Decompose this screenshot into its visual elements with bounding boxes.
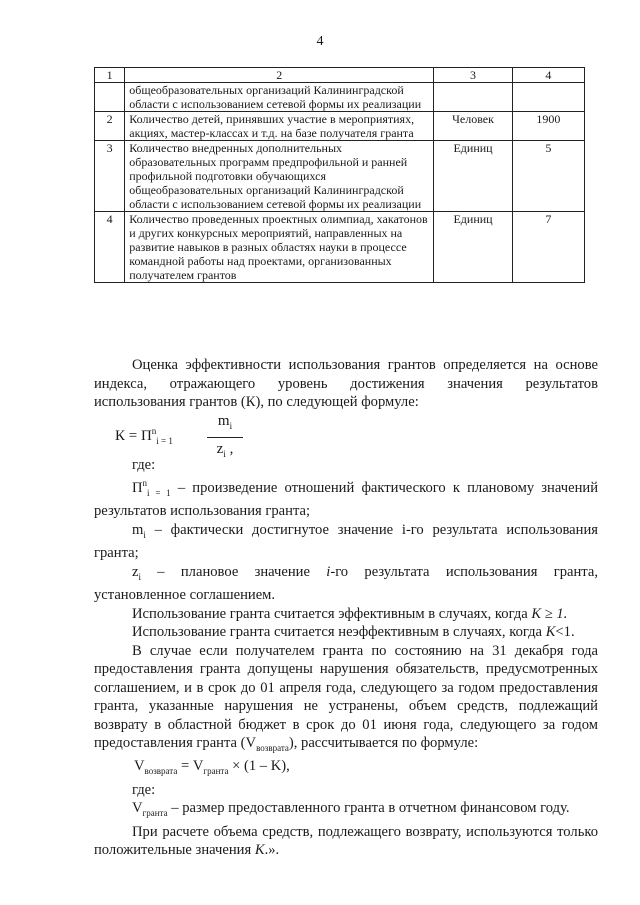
page-number: 4	[316, 34, 324, 49]
refund-paragraph: В случае если получателем гранта по состоянию на 31 декабря года предоставления гранта допущены нарушения обязательств, предусмотренных соглашением, и в срок до 01 апреля года, следующего за годом предоставления гранта, указанные нарушения не устранены, объем средств, подлежащий возврату в областной бюджет в срок до 01 июня года, следующего за годом предоставления гранта $(V_{возврата})$, рассчитывается по формуле:	[94, 642, 598, 753]
definition-z: $z_i$ – плановое значение i-го результата использования гранта, установленное соглашением.	[94, 563, 598, 604]
document-body	[94, 356, 598, 860]
k-formula-fraction	[207, 412, 243, 464]
row-indicator-name: Количество детей, принявших участие в мероприятиях, акциях, мастер-классах и т.д. на базе получателя гранта	[125, 112, 434, 141]
row-unit: Единиц	[434, 212, 513, 283]
k-formula	[115, 412, 598, 459]
table-header-row	[95, 68, 585, 83]
where-label-2: где:	[132, 781, 156, 798]
where-label: где:	[132, 456, 156, 473]
definition-m: $m_i$ – фактически достигнутое значение i-го результата использования гранта;	[94, 521, 598, 562]
table-row	[95, 83, 585, 112]
row-indicator-name: Количество проведенных проектных олимпиад, хакатонов и других конкурсных мероприятий, направленных на развитие навыков в разных областях науки в процессе командной работы над проектами, организованных получателем грантов	[125, 212, 434, 283]
definition-product: $П^n_{i = 1}$ – произведение отношений фактического к плановому значений результатов использования гранта;	[94, 478, 599, 520]
row-indicator-name: общеобразовательных организаций Калининградской области с использованием сетевой формы их реализации	[125, 83, 434, 112]
row-value: 1900	[512, 112, 584, 141]
k-formula-lhs: $К = П^n_{i = 1}$	[115, 425, 173, 446]
row-value	[512, 83, 584, 112]
table-header-cell: 3	[434, 68, 513, 83]
row-unit: Человек	[434, 112, 513, 141]
positive-values-note: При расчете объема средств, подлежащего возврату, используются только положительные значения K.».	[94, 823, 598, 859]
k-denominator: $z_i$ ,	[216, 441, 234, 459]
row-value: 5	[512, 141, 584, 212]
row-number: 3	[95, 141, 125, 212]
table-header-cell: 4	[512, 68, 584, 83]
row-indicator-name: Количество внедренных дополнительных образовательных программ предпрофильной и ранней профильной подготовки обучающихся общеобразовательных организаций Калининградской области с использованием сетевой формы их реализации	[125, 141, 434, 212]
row-value: 7	[512, 212, 584, 283]
definition-vgrant: $V_{гранта}$ – размер предоставленного гранта в отчетном финансовом году.	[132, 800, 570, 819]
table-header-cell: 2	[125, 68, 434, 83]
efficiency-paragraph: Оценка эффективности использования грантов определяется на основе индекса, отражающего уровень достижения значения результатов использования грантов (К), по следующей формуле:	[94, 357, 598, 410]
ineffective-condition: Использование гранта считается неэффективным в случаях, когда K<1.	[132, 624, 575, 641]
row-unit: Единиц	[434, 141, 513, 212]
row-number	[95, 83, 125, 112]
table-row	[95, 212, 585, 283]
results-table	[94, 67, 585, 283]
refund-formula: $V_{возврата} = V_{гранта} \times (1 - K)$,	[134, 758, 290, 777]
effective-condition: Использование гранта считается эффективным в случаях, когда K ≥ 1.	[132, 605, 568, 622]
row-number: 2	[95, 112, 125, 141]
row-number: 4	[95, 212, 125, 283]
table-header-cell: 1	[95, 68, 125, 83]
row-unit	[434, 83, 513, 112]
table-row	[95, 112, 585, 141]
table-row	[95, 141, 585, 212]
k-numerator: $m_i$	[207, 412, 243, 439]
